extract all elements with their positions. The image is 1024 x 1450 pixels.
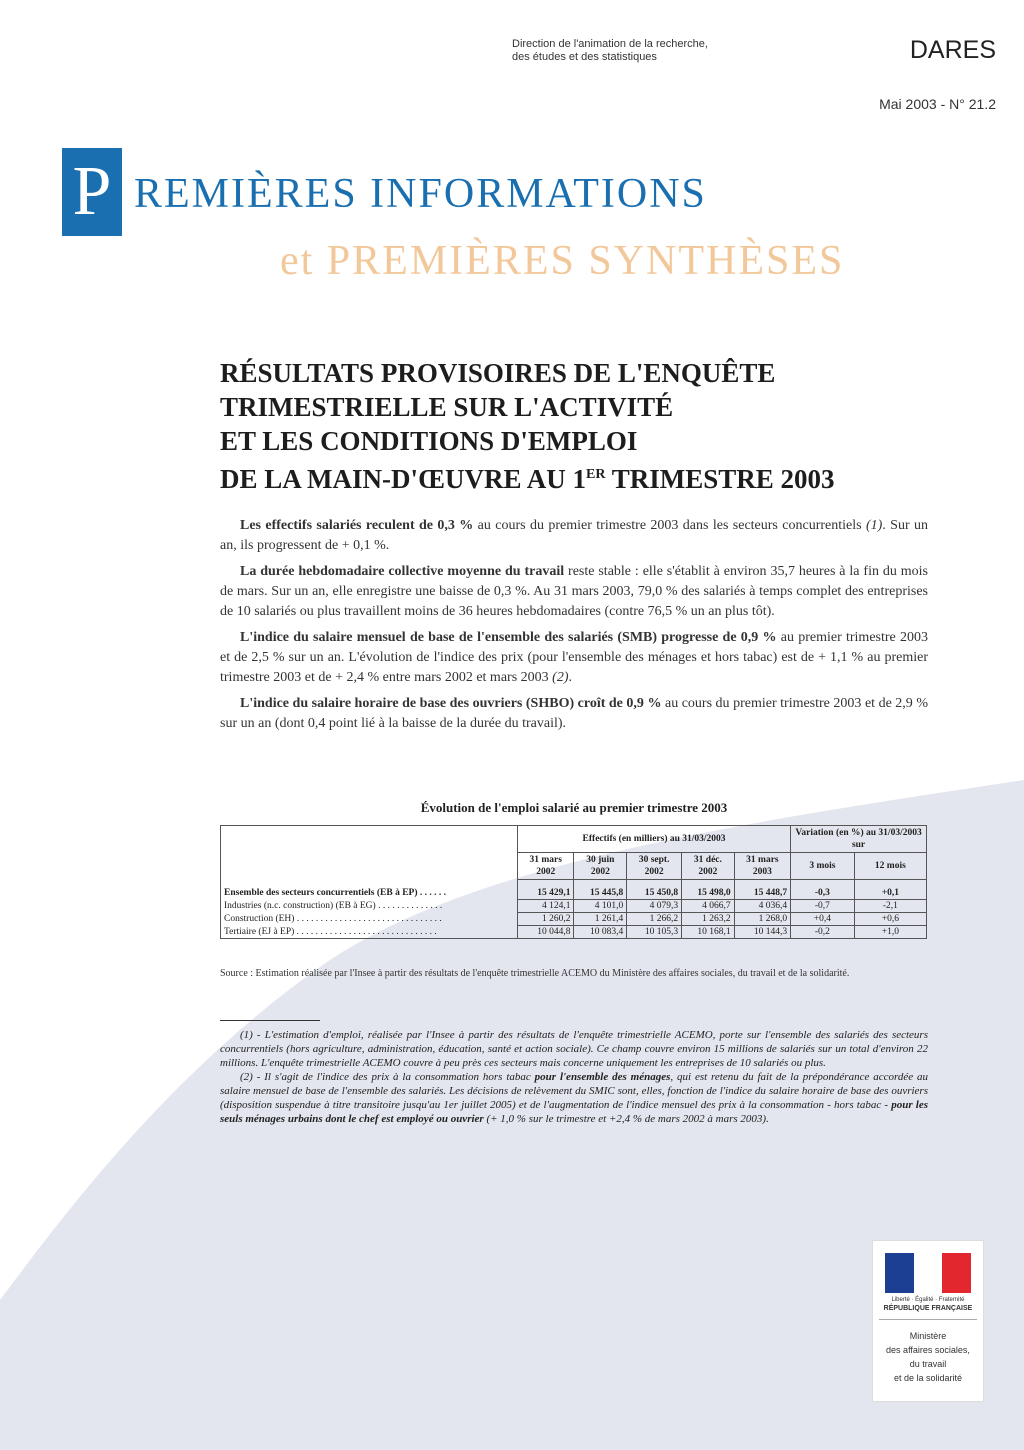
footnote-1: (1) - L'estimation d'emploi, réalisée par l'Insee à partir des résultats de l'enquête trimestrielle ACEMO, porte sur l'ensemble des salariés des secteurs concurrentiels (hors agriculture, administration, éducation, santé et action sociale). Ce champ couvre environ 15 millions de salariés sur un total d'environ 22 millions. L'enquête trimestrielle ACEMO couvre à peu près ces secteurs mais concerne uniquement les entreprises de 10 salariés ou plus. [220, 1029, 928, 1069]
title-line-2: TRIMESTRIELLE SUR L'ACTIVITÉ [220, 392, 674, 422]
logo-motto: Liberté · Égalité · Fraternité [891, 1297, 965, 1303]
ministry-line: des affaires sociales, [886, 1345, 970, 1355]
table-cell: 15 445,8 [574, 880, 627, 900]
summary-ref: (1) [865, 518, 883, 533]
table-cell: -0,2 [791, 926, 855, 939]
main-title [220, 356, 940, 496]
employment-table [220, 825, 927, 939]
table-cell: 4 066,7 [682, 900, 735, 913]
summary-bold: La durée hebdomadaire collective moyenne du travail [240, 564, 565, 579]
summary-tail: . Sur un an, ils progressent de + 0,1 %. [220, 518, 928, 553]
ministry-line: Ministère [909, 1331, 947, 1341]
table-corner [221, 826, 518, 880]
footnote-2-d: pour les seuls ménages urbains dont le chef est employé ou ouvrier [220, 1099, 928, 1125]
table-col-header: 30 juin 2002 [574, 853, 627, 880]
table-cell: 1 263,2 [682, 913, 735, 926]
table-cell: 10 044,8 [518, 926, 574, 939]
footnote-rule [220, 1020, 320, 1021]
ministry-line: du travail [909, 1359, 947, 1369]
summary-text: au cours du premier trimestre 2003 et de 2,9 % sur un an (dont 0,4 point lié à la baisse de la durée du travail). [220, 696, 928, 731]
table-cell: 10 105,3 [627, 926, 682, 939]
ministry-line: et de la solidarité [893, 1373, 963, 1383]
summary-paragraph [220, 628, 928, 688]
row-label: Tertiaire (EJ à EP) . . . . . . . . . . . . . . . . . . . . . . . . . . . . . . [221, 926, 518, 939]
table-group-header-1: Effectifs (en milliers) au 31/03/2003 [518, 826, 791, 853]
table-cell: -0,3 [791, 880, 855, 900]
footnote-2-e: (+ 1,0 % sur le trimestre et +2,4 % de mars 2002 à mars 2003). [483, 1113, 769, 1125]
table-cell: 10 144,3 [734, 926, 790, 939]
table-row [221, 900, 927, 913]
summary-paragraph [220, 562, 928, 622]
summary-bold: L'indice du salaire mensuel de base de l'ensemble des salariés (SMB) progresse de 0,9 % [240, 630, 777, 645]
table-col-header: 31 déc. 2002 [682, 853, 735, 880]
masthead-initial: P [62, 148, 122, 236]
summary-ref: (2) [552, 670, 569, 685]
row-label: Construction (EH) . . . . . . . . . . . . . . . . . . . . . . . . . . . . . . . [221, 913, 518, 926]
table-cell: 1 266,2 [627, 913, 682, 926]
summary-paragraph [220, 694, 928, 734]
table-col-header: 12 mois [854, 853, 926, 880]
table-cell: 1 268,0 [734, 913, 790, 926]
ministry-logo [872, 1240, 984, 1402]
footnote-2 [220, 1070, 928, 1126]
table-cell: 1 260,2 [518, 913, 574, 926]
table-cell: +1,0 [854, 926, 926, 939]
table-cell: 4 101,0 [574, 900, 627, 913]
logo-ministry [873, 1329, 983, 1385]
org-line-2: des études et des statistiques [512, 51, 657, 63]
header-organisation [512, 38, 812, 64]
table-group-header-2: Variation (en %) au 31/03/2003 sur [791, 826, 927, 853]
footnote-2-b: pour l'ensemble des ménages [534, 1071, 671, 1083]
title-line-4 [220, 458, 940, 496]
table-cell: 15 498,0 [682, 880, 735, 900]
table-col-header: 3 mois [791, 853, 855, 880]
table-title: Évolution de l'emploi salarié au premier trimestre 2003 [420, 800, 728, 815]
table-cell: +0,4 [791, 913, 855, 926]
table-col-header: 30 sept. 2002 [627, 853, 682, 880]
logo-divider [879, 1319, 977, 1320]
footnote-2-c: , qui est retenu du fait de la prépondérance accordée au salaire mensuel de base de l'ensemble des salariés. Les décisions de relèvement du SMIC sont, elles, fonction de l'indice du salaire horaire de base des ouvriers (disposition suspendue à titre transitoire jusqu'au 1er juillet 2005) et de l'augmentation de l'indice mensuel des prix à la consommation - hors tabac - [220, 1071, 928, 1111]
row-label: Ensemble des secteurs concurrentiels (EB à EP) . . . . . . [221, 880, 518, 900]
issue-number: Mai 2003 - N° 21.2 [879, 96, 996, 112]
table-cell: 4 036,4 [734, 900, 790, 913]
brand-name: DARES [909, 36, 996, 64]
org-line-1: Direction de l'animation de la recherche, [512, 38, 708, 50]
title-line-1: RÉSULTATS PROVISOIRES DE L'ENQUÊTE [220, 358, 776, 388]
title-line-4-b: TRIMESTRE 2003 [605, 464, 835, 494]
footnote-2-a: (2) - Il s'agit de l'indice des prix à la consommation hors tabac [240, 1071, 535, 1083]
title-line-4-a: DE LA MAIN-D'ŒUVRE AU 1 [220, 464, 587, 494]
masthead-line-1: REMIÈRES INFORMATIONS [134, 171, 707, 217]
logo-republic: RÉPUBLIQUE FRANÇAISE [883, 1305, 973, 1312]
title-line-3: ET LES CONDITIONS D'EMPLOI [220, 426, 638, 456]
summary-bold: L'indice du salaire horaire de base des ouvriers (SHBO) croît de 0,9 % [240, 696, 662, 711]
table-cell: 15 450,8 [627, 880, 682, 900]
table-row [221, 880, 927, 900]
table-cell: 15 448,7 [734, 880, 790, 900]
summary-text: reste stable : elle s'établit à environ 35,7 heures à la fin du mois de mars. Sur un an, elle enregistre une baisse de 0,3 %. Au 31 mars 2003, 79,0 % des salariés à temps complet des entreprises de 10 salariés ou plus travaillent moins de 36 heures hebdomadaires (contre 76,5 % un an plus tôt). [220, 564, 928, 619]
title-line-4-sup: ER [586, 467, 606, 482]
table-cell: 4 079,3 [627, 900, 682, 913]
footnotes [220, 1028, 928, 1126]
summary-paragraph [220, 516, 928, 556]
summary-text: au cours du premier trimestre 2003 dans les secteurs concurrentiels [473, 518, 866, 533]
table-col-header: 31 mars 2002 [518, 853, 574, 880]
table-cell: 1 261,4 [574, 913, 627, 926]
table-row [221, 913, 927, 926]
table-cell: 15 429,1 [518, 880, 574, 900]
summary [220, 516, 928, 740]
table-col-header: 31 mars 2003 [734, 853, 790, 880]
table-cell: -0,7 [791, 900, 855, 913]
masthead-line-2: et PREMIÈRES SYNTHÈSES [280, 238, 845, 284]
table-cell: 10 083,4 [574, 926, 627, 939]
row-label: Industries (n.c. construction) (EB à EG) . . . . . . . . . . . . . . [221, 900, 518, 913]
table-cell: -2,1 [854, 900, 926, 913]
french-flag-icon [885, 1253, 971, 1293]
table-source: Source : Estimation réalisée par l'Insee à partir des résultats de l'enquête trimestrielle ACEMO du Ministère des affaires sociales, du travail et de la solidarité. [220, 968, 850, 979]
table-cell: 10 168,1 [682, 926, 735, 939]
table-cell: 4 124,1 [518, 900, 574, 913]
table-cell: +0,6 [854, 913, 926, 926]
summary-bold: Les effectifs salariés reculent de 0,3 % [240, 518, 474, 533]
summary-text: au premier trimestre 2003 et de 2,5 % sur un an. L'évolution de l'indice des prix (pour l'ensemble des ménages et hors tabac) est de + 1,1 % au premier trimestre 2003 et de + 2,4 % entre mars 2002 et mars 2003 [220, 630, 928, 685]
summary-tail: . [568, 670, 572, 685]
table-cell: +0,1 [854, 880, 926, 900]
table-row [221, 926, 927, 939]
